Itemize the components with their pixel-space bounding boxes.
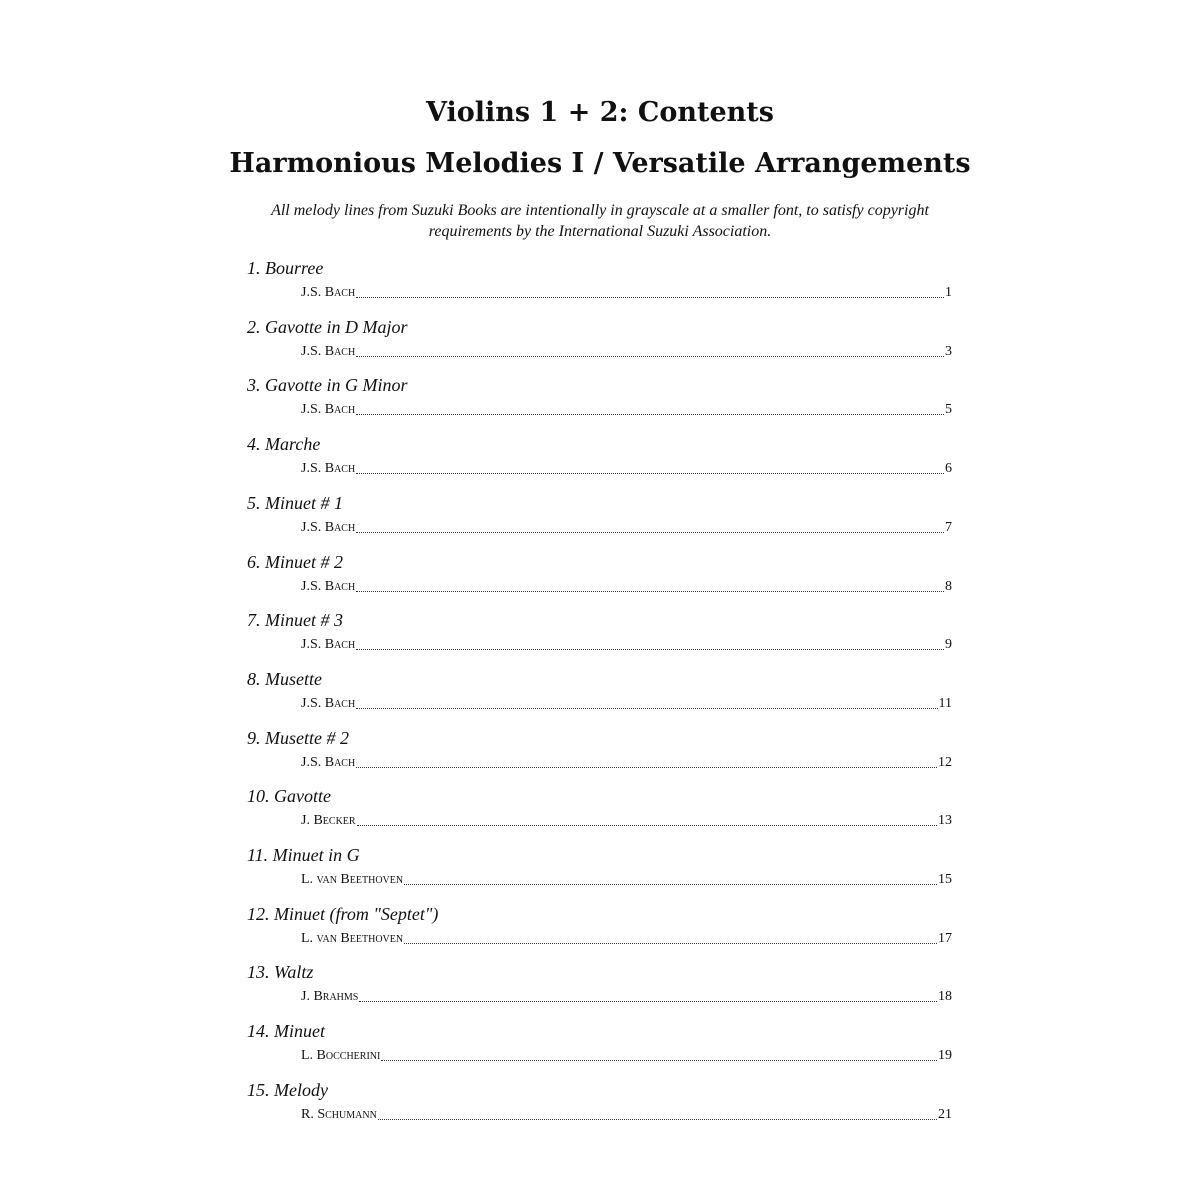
dot-leader (359, 987, 937, 1002)
toc-entry-line (301, 692, 952, 713)
toc-entry[interactable] (0, 727, 1200, 783)
toc-entry-line (301, 868, 952, 889)
toc-entry-page-number: 6 (945, 461, 952, 476)
toc-entry-line (301, 398, 952, 419)
toc-entry-title: 9. Musette # 2 (247, 728, 349, 748)
toc-entry-title: 6. Minuet # 2 (247, 552, 343, 572)
toc-entry-title: 14. Minuet (247, 1021, 325, 1041)
toc-entry-composer: L. van Beethoven (301, 931, 404, 946)
dot-leader (356, 283, 944, 298)
toc-entry-composer: J.S. Bach (301, 696, 356, 711)
toc-entry[interactable] (0, 374, 1200, 430)
toc-entry-page-number: 19 (938, 1048, 952, 1063)
toc-entry-composer: J.S. Bach (301, 637, 356, 652)
toc-entry-title: 3. Gavotte in G Minor (247, 375, 408, 395)
toc-entry-title: 13. Waltz (247, 962, 314, 982)
toc-entry[interactable] (0, 609, 1200, 665)
toc-entry-composer: J. Brahms (301, 989, 359, 1004)
toc-entry-line (301, 457, 952, 478)
toc-entry-page-number: 9 (945, 637, 952, 652)
toc-entry-page-number: 21 (938, 1107, 952, 1122)
dot-leader (356, 753, 937, 768)
toc-entry-line (301, 809, 952, 830)
toc-entry-composer: J.S. Bach (301, 520, 356, 535)
toc-entry-title: 10. Gavotte (247, 786, 331, 806)
toc-entry-composer: J.S. Bach (301, 755, 356, 770)
toc-entry-line (301, 633, 952, 654)
toc-entry[interactable] (0, 1020, 1200, 1076)
toc-entry-page-number: 3 (945, 344, 952, 359)
toc-entry-page-number: 7 (945, 520, 952, 535)
toc-entry-composer: L. van Beethoven (301, 872, 404, 887)
toc-entry-line (301, 516, 952, 537)
toc-entry-title: 12. Minuet (from "Septet") (247, 904, 439, 924)
toc-entry-page-number: 18 (938, 989, 952, 1004)
toc-entry-line (301, 340, 952, 361)
toc-entry-line (301, 281, 952, 302)
toc-entry[interactable] (0, 257, 1200, 313)
toc-entry[interactable] (0, 316, 1200, 372)
dot-leader (356, 635, 944, 650)
dot-leader (356, 518, 944, 533)
toc-entry-composer: J.S. Bach (301, 402, 356, 417)
toc-entry[interactable] (0, 903, 1200, 959)
dot-leader (356, 694, 937, 709)
dot-leader (404, 929, 937, 944)
toc-entry-composer: J.S. Bach (301, 579, 356, 594)
toc-entry-composer: L. Boccherini (301, 1048, 381, 1063)
toc-entry[interactable] (0, 492, 1200, 548)
toc-entry-composer: R. Schumann (301, 1107, 377, 1122)
toc-entry-line (301, 1103, 952, 1124)
toc-entry-title: 2. Gavotte in D Major (247, 317, 408, 337)
dot-leader (357, 811, 937, 826)
toc-entry[interactable] (0, 668, 1200, 724)
dot-leader (404, 870, 937, 885)
toc-entry-page-number: 12 (938, 755, 952, 770)
toc-entry-composer: J. Becker (301, 813, 356, 828)
toc-entry-title: 11. Minuet in G (247, 845, 360, 865)
toc-entry-page-number: 13 (938, 813, 952, 828)
toc-entry-page-number: 1 (945, 285, 952, 300)
toc-entry-composer: J.S. Bach (301, 461, 356, 476)
toc-entry-page-number: 5 (945, 402, 952, 417)
toc-entry-title: 4. Marche (247, 434, 321, 454)
toc-entry-line (301, 575, 952, 596)
toc-entry[interactable] (0, 844, 1200, 900)
dot-leader (356, 400, 944, 415)
toc-entry-page-number: 15 (938, 872, 952, 887)
toc-entry[interactable] (0, 961, 1200, 1017)
toc-entry-line (301, 751, 952, 772)
toc-entry-title: 15. Melody (247, 1080, 328, 1100)
toc-entry-page-number: 8 (945, 579, 952, 594)
dot-leader (378, 1105, 937, 1120)
toc-entry[interactable] (0, 1079, 1200, 1135)
toc-entry[interactable] (0, 551, 1200, 607)
dot-leader (356, 459, 944, 474)
toc-entry-page-number: 11 (938, 696, 952, 711)
toc-entry-title: 5. Minuet # 1 (247, 493, 343, 513)
toc-entry-line (301, 1044, 952, 1065)
toc-entry-page-number: 17 (938, 931, 952, 946)
page-title: Violins 1 + 2: Contents (426, 97, 774, 128)
toc-entry-composer: J.S. Bach (301, 344, 356, 359)
toc-entry[interactable] (0, 433, 1200, 489)
toc-entry[interactable] (0, 785, 1200, 841)
copyright-note: All melody lines from Suzuki Books are intentionally in grayscale at a smaller font, to satisfy copyright requirements by the International Suzuki Association. (271, 202, 929, 240)
page-subtitle: Harmonious Melodies I / Versatile Arrangements (229, 148, 971, 179)
toc-entry-line (301, 927, 952, 948)
toc-entry-composer: J.S. Bach (301, 285, 356, 300)
toc-entry-title: 8. Musette (247, 669, 322, 689)
dot-leader (356, 577, 944, 592)
dot-leader (381, 1046, 937, 1061)
toc-entry-title: 1. Bourree (247, 258, 324, 278)
toc-entry-title: 7. Minuet # 3 (247, 610, 343, 630)
dot-leader (356, 342, 944, 357)
toc-entry-line (301, 985, 952, 1006)
